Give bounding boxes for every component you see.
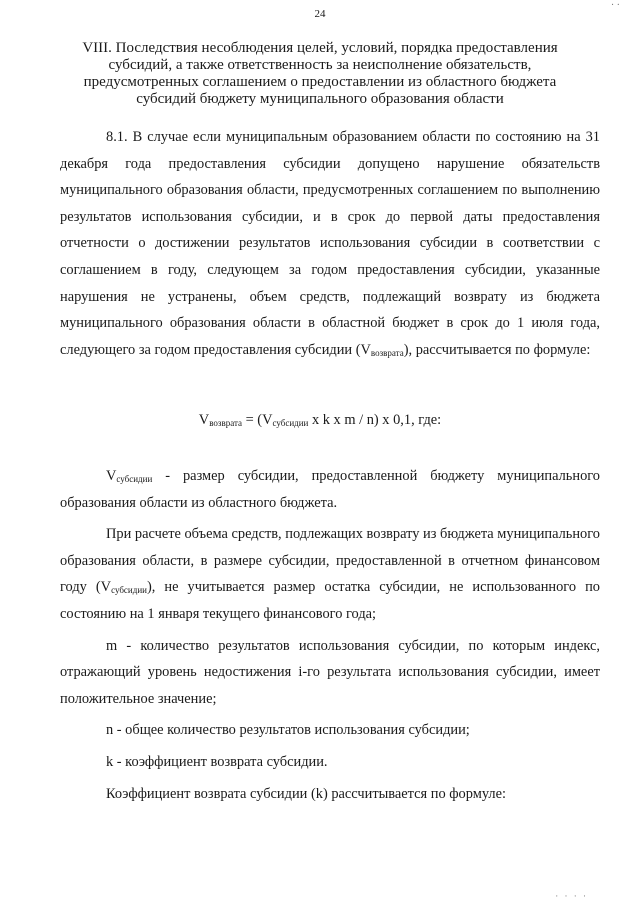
- heading-line-2: субсидий, а также ответственность за неисполнение обязательств,: [108, 57, 532, 73]
- def-v-subscript: субсидии: [116, 474, 153, 484]
- def-v-letter: V: [106, 468, 117, 484]
- heading-line-3: предусмотренных соглашением о предоставлении из областного бюджета: [83, 74, 557, 90]
- formula-eq: = (V: [242, 412, 273, 428]
- definition-k: k - коэффициент возврата субсидии.: [106, 753, 328, 770]
- heading-line-1: VIII. Последствия несоблюдения целей, условий, порядка предоставления: [82, 40, 558, 56]
- def-v-text: - размер субсидии, предоставленной бюджету муниципального образования области из областного бюджета.: [60, 468, 600, 511]
- definitions-body: [60, 463, 600, 807]
- formula-v-subscript: возврата: [209, 418, 242, 428]
- formula-s-subscript: субсидии: [272, 418, 309, 428]
- paragraph-8-1-text: 8.1. В случае если муниципальным образованием области по состоянию на 31 декабря года предоставления субсидии допущено нарушение обязательств муниципального образования области, предусмотренных соглашением по выполнению результатов использования субсидии, и в срок до первой даты предоставления отчетности о достижении результатов использования субсидии в соответствии с соглашением в году, следующем за годом предоставления субсидии, указанные нарушения не устранены, объем средств, подлежащий возврату из бюджета муниципального образования области в областной бюджет в срок до 1 июля года, следующего за годом предоставления субсидии (V: [60, 129, 600, 358]
- definition-m: m - количество результатов использования субсидии, по которым индекс, отражающий уровень недостижения i-го результата использования субсидии, имеет положительное значение;: [60, 637, 600, 707]
- paragraph-k-formula: Коэффициент возврата субсидии (k) рассчитывается по формуле:: [106, 785, 506, 802]
- page-number: 24: [314, 8, 326, 20]
- formula-line: [0, 412, 640, 429]
- bottom-mark: · · · ·: [555, 891, 588, 901]
- definition-v-subsidii: [60, 463, 600, 516]
- paragraph-calc-subscript: субсидии: [111, 585, 147, 596]
- paragraph-calc-text: При расчете объема средств, подлежащих возврату из бюджета муниципального образования области, в размере субсидии, предоставленной в отчетном финансовом году (V: [60, 526, 600, 596]
- formula-rest: x k x m / n) x 0,1, где:: [308, 412, 442, 428]
- section-heading: [70, 40, 570, 108]
- paragraph-8-1-tail: ), рассчитывается по формуле:: [403, 341, 591, 358]
- paragraph-calculation: [60, 521, 600, 627]
- corner-mark: · ·: [610, 0, 620, 11]
- paragraph-8-1: [60, 124, 600, 363]
- formula-v: V: [198, 412, 210, 428]
- heading-line-4: субсидий бюджету муниципального образования области: [136, 91, 504, 107]
- document-body: [60, 124, 600, 363]
- definition-n: n - общее количество результатов использования субсидии;: [106, 722, 470, 739]
- subscript-vozvrata: возврата: [370, 347, 404, 358]
- paragraph-calc-tail: ), не учитывается размер остатка субсидии, не использованного по состоянию на 1 января текущего финансового года;: [60, 579, 601, 622]
